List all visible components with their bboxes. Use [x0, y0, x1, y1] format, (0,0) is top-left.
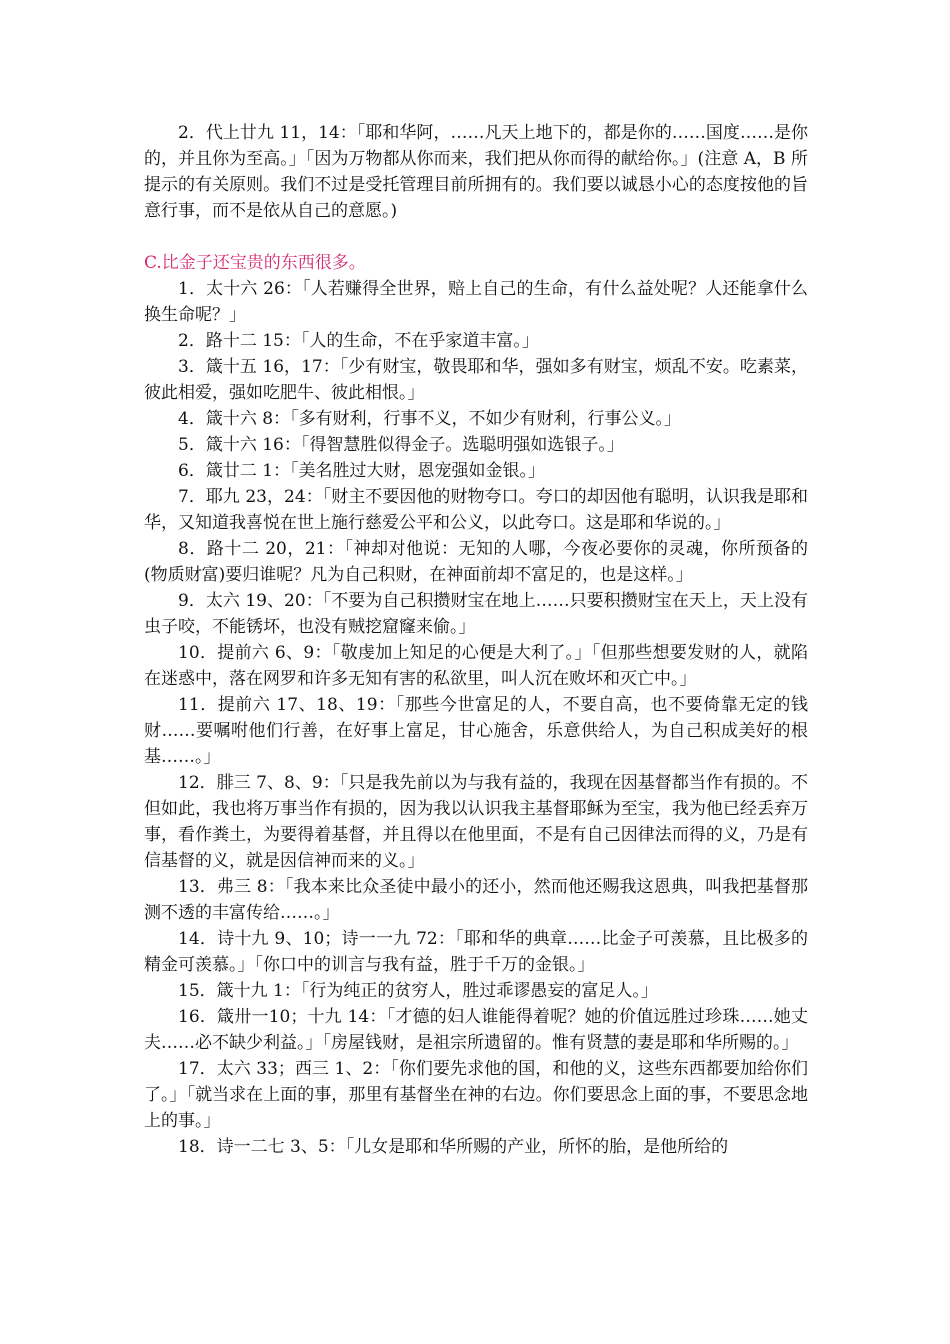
- list-item: 12．腓三 7、8、9：「只是我先前以为与我有益的，我现在因基督都当作有损的。不但如此，我也将万事当作有损的，因为我以认识我主基督耶稣为至宝，我为他已经丢弃万事，看作粪土，为要得着基督，并且得以在他里面，不是有自己因律法而得的义，乃是有信基督的义，就是因信神而来的义。」: [144, 773, 808, 871]
- section-intro: [144, 120, 808, 224]
- section-heading: C.比金子还宝贵的东西很多。: [144, 253, 366, 273]
- list-item: 13．弗三 8：「我本来比众圣徒中最小的还小，然而他还赐我这恩典，叫我把基督那测不透的丰富传给……。」: [144, 877, 808, 923]
- section-c: [144, 250, 808, 1160]
- list-item: 5．箴十六 16：「得智慧胜似得金子。选聪明强如选银子。」: [178, 435, 624, 455]
- list-item: 14．诗十九 9、10；诗一一九 72：「耶和华的典章……比金子可羡慕，且比极多的精金可羡慕。」「你口中的训言与我有益，胜于千万的金银。」: [144, 929, 808, 975]
- list-item: 11．提前六 17、18、19：「那些今世富足的人，不要自高，也不要倚靠无定的钱财……要嘱咐他们行善，在好事上富足，甘心施舍，乐意供给人，为自己积成美好的根基……。」: [144, 695, 808, 767]
- list-item: 8．路十二 20，21：「神却对他说：无知的人哪，今夜必要你的灵魂，你所预备的(物质财富)要归谁呢？凡为自己积财，在神面前却不富足的，也是这样。」: [144, 539, 808, 585]
- document-page: [144, 120, 808, 1160]
- list-item: 3．箴十五 16，17：「少有财宝，敬畏耶和华，强如多有财宝，烦乱不安。吃素菜，彼此相爱，强如吃肥牛、彼此相恨。」: [144, 357, 808, 403]
- list-item: 9．太六 19、20：「不要为自己积攒财宝在地上……只要积攒财宝在天上，天上没有虫子咬，不能锈坏，也没有贼挖窟窿来偷。」: [144, 591, 808, 637]
- paragraph: 2．代上廿九 11，14：「耶和华阿，……凡天上地下的，都是你的……国度……是你的，并且你为至高。」「因为万物都从你而来，我们把从你而得的献给你。」(注意 A，B 所提示的有关原则。我们不过是受托管理目前所拥有的。我们要以诚恳小心的态度按他的旨意行事，而不是依从自己的意愿。): [144, 123, 808, 221]
- list-item: 4．箴十六 8：「多有财利，行事不义，不如少有财利，行事公义。」: [178, 409, 682, 429]
- list-item: 15．箴十九 1：「行为纯正的贫穷人，胜过乖谬愚妄的富足人。」: [178, 981, 658, 1001]
- list-item: 10．提前六 6、9：「敬虔加上知足的心便是大利了。」「但那些想要发财的人，就陷在迷惑中，落在网罗和许多无知有害的私欲里，叫人沉在败坏和灭亡中。」: [144, 643, 808, 689]
- list-item: 6．箴廿二 1：「美名胜过大财，恩宠强如金银。」: [178, 461, 546, 481]
- section-gap: [144, 224, 808, 250]
- list-item: 18．诗一二七 3、5：「儿女是耶和华所赐的产业，所怀的胎，是他所给的: [178, 1137, 729, 1157]
- list-item: 16．箴卅一10；十九 14：「才德的妇人谁能得着呢？她的价值远胜过珍珠……她丈夫……必不缺少利益。」「房屋钱财，是祖宗所遗留的。惟有贤慧的妻是耶和华所赐的。」: [144, 1007, 808, 1053]
- list-item: 2．路十二 15：「人的生命，不在乎家道丰富。」: [178, 331, 539, 351]
- list-item: 1．太十六 26：「人若赚得全世界，赔上自己的生命，有什么益处呢？人还能拿什么换生命呢？」: [144, 279, 808, 325]
- list-item: 7．耶九 23，24：「财主不要因他的财物夸口。夸口的却因他有聪明，认识我是耶和华，又知道我喜悦在世上施行慈爱公平和公义，以此夸口。这是耶和华说的。」: [144, 487, 808, 533]
- list-item: 17．太六 33；西三 1、2：「你们要先求他的国，和他的义，这些东西都要加给你们了。」「就当求在上面的事，那里有基督坐在神的右边。你们要思念上面的事，不要思念地上的事。」: [144, 1059, 808, 1131]
